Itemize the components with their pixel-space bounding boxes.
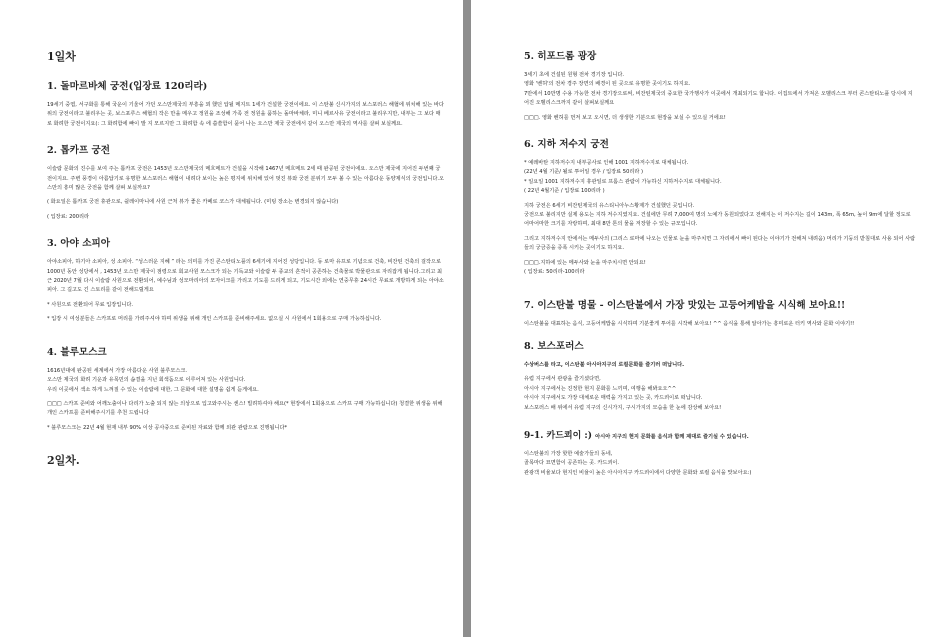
section4-note2: * 블루모스크는 22년 4월 현재 내부 90% 이상 공사중으로 준비된 자료와 함께 외관 관람으로 진행됩니다* — [47, 424, 288, 431]
section5-line1: 3세기 초에 건설된 원형 전차 경기장 입니다. — [524, 72, 625, 78]
section5-line3: 7만에서 10만명 수용 가능한 전차 경기장으로써, 비잔틴제국의 중요한 국가행사가 이곳에서 개최되기도 합니다. 이집트에서 가져온 오벨리스크 부터 콘스탄티노플 당시에 지어진 오벨리스크까지 같이 살펴보실께요 — [524, 90, 913, 107]
document-page-left — [0, 0, 463, 637]
section4-note1: □□□ 스카프 준비와 어깨노출이나 다리가 노출 되지 않는 의상으로 입고와주시는 센스! 빌려하셔야 해요(* 현장에서 1회용으로 스카프 구매 가능하십니다) 청결한 위생을 위해 개인 스카프를 준비해주시기를 추천 드립니다 — [47, 400, 443, 417]
section1-title: 1. 돌마르바체 궁전(입장료 120리라) — [47, 81, 208, 92]
section6-body1: 지하 궁전은 6세기 비잔틴제국의 유스티니아누스황제가 건설했던 곳입니다. — [524, 202, 695, 209]
section9-title-note: 아시아 지구의 현지 문화를 음식과 함께 제대로 즐기실 수 있습니다. — [595, 433, 749, 440]
page-divider — [463, 0, 471, 637]
section2-note1: ( 화요일은 톱카프 궁전 휴관으로, 쉴레이마니에 사원 근처 뷰가 좋은 카페로 코스가 대체됩니다. (미팅 장소는 변경되지 않습니다) — [47, 199, 339, 206]
section8-line4: 보스포러스 배 위에서 유럽 지구의 신시가지, 구시가지의 모습을 한 눈에 감상해 보아요! — [524, 404, 722, 411]
document-page-right — [471, 0, 936, 637]
section6-note2: (22년 4월 기준/ 될로 투어일 경우 / 입장료 50리라 ) — [524, 169, 644, 176]
section4-title: 4. 블루모스크 — [47, 346, 107, 358]
section5-line2: 영화 '벤허'의 전차 경주 장면의 배경이 된 곳으로 유명한 곳이기도 하지요. — [524, 81, 691, 88]
section3-body: 아야소피아, 하기아 소피아, 성 소피아. “성스러운 지혜 ” 라는 의미를 가진 콘스탄티노플의 6세기에 지어진 성당입니다. 동 로마 유프로 기념으로 건축, 비잔틴 건축의 걸작으로 1000년 동안 성당에서 , 1453년 오스만 제국이 점령으로 회교사원 모스크가 되는 기독교와 이슬람 두 종교의 흔적이 공존하는 건축물로 박물관으로 자리잡게 됩니다.그리고 최근 2020년 7월 다시 이슬람 사원으로 전환되어, 예수님과 성모마리아의 모자이크를 가리고 기도를 드리게 되고, 기도시간 외에는 연중무휴 24시간 무료로 개방하게 되는 아야소피아. 그 길고도 긴 스토리를 같이 전해드릴게요 — [47, 259, 444, 294]
section4-line1: 1616년대에 완공된 세계에서 가장 아름다운 사원 블루모스크. — [47, 367, 188, 374]
section6-note3: * 일요일 1001 지하저수지 휴관일로 프롬스 관람이 가능하신 지하저수지로 대체됩니다. — [524, 178, 722, 185]
section6-note1: * 예레바탄 지하저수지 내부공사로 인해 1001 지하저수지로 대체됩니다. — [524, 160, 689, 167]
section9-line3: 관광객 비율보다 현지인 비율이 높은 아시아지구 카드쾨이에서 다양한 문화와 로컬 음식을 맛보아요:) — [524, 469, 752, 476]
section7-body: 이스탄불을 대표하는 음식, 고등어케밥을 시식하며 기분좋게 투어를 시작해 보아요! ^^ 음식을 통해 알아가는 흥미로운 터키 역사와 문화 이야기!! — [524, 320, 855, 327]
section2-title: 2. 톱카프 궁전 — [47, 145, 111, 157]
section6-body2: 궁전으로 불리지만 실제 용도는 지하 저수지였지요. 건설에만 무려 7,000여 명의 노예가 동원되었다고 전해지는 이 저수지는 길이 143m, 폭 65m, 높이 9m에 달할 정도로 어마어마한 크기를 자랑하며, 최대 8만 톤의 물을 저장할 수 있는 규모입니다. — [524, 212, 911, 228]
section9-line1: 이스탄불의 가장 핫한 예술가들의 동네, — [524, 450, 613, 457]
section2-note2: ( 입장료: 200리라 — [47, 213, 90, 220]
section3-note1: * 사원으로 전환되어 무료 입장입니다. — [47, 301, 134, 308]
section3-title: 3. 아야 소피아 — [47, 238, 111, 250]
section6-title: 6. 지하 저수지 궁전 — [524, 139, 609, 151]
section4-line2: 오스만 제국의 화려 기운과 유목민의 솜결을 지닌 회색돔으로 이루어져 있는 사원입니다. — [47, 377, 246, 384]
section5-note: □□□. 영화 벤허를 먼저 보고 오시면, 더 생생한 기분으로 현장을 보실 수 있으실 거에요! — [524, 114, 726, 121]
section3-note2: * 입장 시 여성분들은 스카프로 머리를 가려주셔야 하며 위생을 위해 개인 스카프를 준비해주세요. 없으실 시 사원에서 1회용으로 구매 가능하십니다. — [47, 316, 382, 323]
section6-note4: ( 22년 4월기준 / 입장료 100리라 ) — [524, 188, 605, 195]
section9-title — [524, 428, 916, 441]
section8-line2: 아시아 지구에서는 진정한 현지 문화를 느끼며, 여행을 해봐요오^^ — [524, 385, 677, 392]
section8-lead: 수상버스를 타고, 이스탄불 아시아지구의 로컬문화를 즐기러 떠납니다. — [524, 361, 685, 368]
section2-body: 이슬람 문화의 진수를 보여 주는 톱카프 궁전은 1453년 오스만제국의 메흐메트가 건설을 시작해 1467년 메흐메트 2세 때 완공된 궁전이에요. 오스만 제국에 지어진 두번째 궁전이지요. 주변 풍경이 아름답기로 유명한 보스포러스 해협이 내려다 보이는 높은 평지에 위치해 있어 멋진 뷰와 궁전 분위기 모두 볼 수 있는 아름다운 동양제식의 궁전입니다.오스만의 흥미 많은 궁전을 함께 살펴 보실까요? — [47, 166, 445, 192]
section8-line1: 유럽 지구에서 관광을 즐기셨다면, — [524, 376, 601, 383]
day2-heading: 2일차. — [47, 454, 80, 468]
section7-title: 7. 이스탄불 명물 - 이스탄불에서 가장 맛있는 고등어케밥을 시식해 보아요!! — [524, 299, 846, 311]
section8-title: 8. 보스포러스 — [524, 340, 584, 352]
section4-line3: 우리 이곳에서 색소 하게 느껴질 수 있는 이슬람에 대한, 그 문화에 대한 설명을 쉽게 듣게에요. — [47, 386, 259, 393]
section1-body: 19세기 중엽, 서구화를 통해 국운이 기울어 가던 오스만제국의 부흥을 꾀 했던 압뒬 메지트 1세가 건설한 궁전이에요. 이 스탄불 신시가지의 보스포러스 해협에 위치해 있는 바다 위의 궁전이라고 불리우는 곳, 보스포루스 해협의 작은 만을 메우고 정원을 조성해 가족 전 정원을 품하는 돌마바체라, 미니 베르사유 궁전이라고 불리우지만, 내부는 그 보다 매로 화려한 궁전이지요(: 그 화려함에 빠이 발 지 모르지만 그 화려함 속 에 씁쓸함이 묻어 나는 오스만 제국 궁전에서 같이 오스만 제국의 역사를 살펴 보실께요. — [47, 102, 444, 127]
section5-title: 5. 히포드롬 광장 — [524, 51, 597, 62]
section6-note6: ( 입장료: 50리라-100리라 — [524, 269, 585, 276]
section6-body3: 그리고 지하저수지 안에서는 메두사의 (그리스 로마에 나오는 인물로 눈을 마주치면 그 자리에서 빠이 된다는 이야기가 전해져 내려옴) 머리가 기둥의 받침대로 사용 되어 사람들의 궁금증을 증폭 시키는 곳이기도 하지요. — [524, 235, 916, 252]
section6-note5: □□□.지하에 있는 메두사와 눈을 마주치시면 안되요! — [524, 259, 646, 266]
section9-title-text: 9-1. 카드쾨이 :) — [524, 430, 593, 441]
day1-heading: 1일차 — [47, 50, 76, 63]
section9-line2: 골목마다 묘면함이 공존하는 곳. 카드쾨이. — [524, 460, 620, 467]
section8-line3: 아시아 지구에서도 가장 대체로운 매력을 가지고 있는 곳, 카드쾨이로 떠납니다. — [524, 395, 703, 402]
